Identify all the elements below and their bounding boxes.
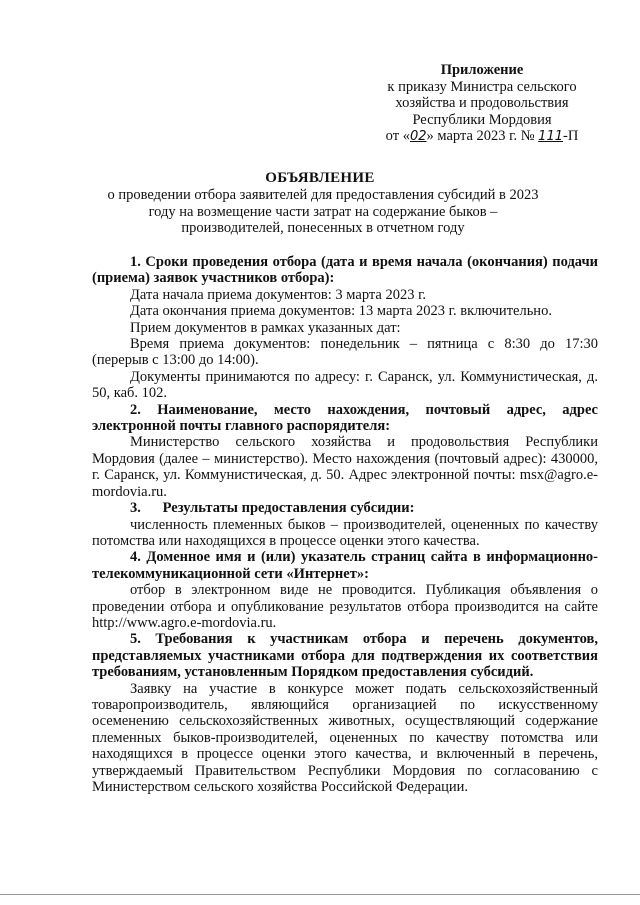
section-4-paragraph: отбор в электронном виде не проводится. Публикация объявления о проведении отбора и опубликование результатов отбора производится на сайте http://www.agro.e-mordovia.ru. [92,582,598,631]
appendix-line-3: Республики Мордовия [412,111,552,128]
section-1-paragraph: Дата окончания приема документов: 13 марта 2023 г. включительно. [130,303,552,320]
section-2-paragraph: Министерство сельского хозяйства и продовольствия Республики Мордовия (далее – министерство). Место нахождения (почтовый адрес): 430000, г. Саранск, ул. Коммунистическая, д. 50. Адрес электронной почты: msx@agro.e-mordovia.ru. [92,434,598,500]
announcement-subtitle: о проведении отбора заявителей для предоставления субсидий в 2023 году на возмещение части затрат на содержание быков – производителей, понесенных в отчетном году [107,187,539,236]
page-bottom-divider [0,894,640,895]
section-1-paragraph: Время приема документов: понедельник – пятница с 8:30 до 17:30 (перерыв с 13:00 до 14:00). [92,336,598,369]
section-1-paragraph: Документы принимаются по адресу: г. Саранск, ул. Коммунистическая, д. 50, каб. 102. [92,368,598,402]
document-body [92,254,598,795]
section-2-heading: 2. Наименование, место нахождения, почтовый адрес, адрес электронной почты главного распорядителя: [92,401,598,435]
date-mid: » марта 2023 г. № [426,128,535,144]
appendix-date-line [352,128,612,146]
section-4-heading: 4. Доменное имя и (или) указатель страниц сайта в информационно-телекоммуникационной сети «Интернет»: [92,549,598,582]
handwritten-number: 111 [538,129,563,144]
section-1-paragraph: Дата начала приема документов: 3 марта 2023 г. [130,286,427,303]
section-5-paragraph: Заявку на участие в конкурсе может подать сельскохозяйственный товаропроизводитель, являющийся организацией по искусственному осеменению сельскохозяйственных животных, осуществляющий содержание племенных быков-производителей, оцененных по качеству потомства или находящихся в процессе оценки этого качества, и включенный в перечень, утверждаемый Правительством Республики Мордовия по согласованию с Министерством сельского хозяйства Российской Федерации. [92,680,598,795]
order-suffix: -П [563,128,579,144]
date-prefix: от « [385,128,410,144]
section-1-heading: 1. Сроки проведения отбора (дата и время начала (окончания) подачи (приема) заявок участников отбора): [92,254,598,287]
appendix-block [352,62,612,146]
handwritten-day: 02 [409,129,427,144]
appendix-line-1: к приказу Министра сельского [387,78,577,95]
section-3-heading: 3. Результаты предоставления субсидии: [130,500,415,517]
section-5-heading: 5. Требования к участникам отбора и перечень документов, представляемых участниками отбора для подтверждения их соответствия требованиям, установленным Порядком предоставления субсидий. [92,631,598,681]
appendix-line-2: хозяйства и продовольствия [395,95,569,111]
section-3-paragraph: численность племенных быков – производителей, оцененных по качеству потомства или находящихся в процессе оценки этого качества. [92,516,598,549]
appendix-title: Приложение [440,62,524,78]
section-1-paragraph: Прием документов в рамках указанных дат: [130,319,401,336]
announcement-title: ОБЪЯВЛЕНИЕ [265,170,375,186]
